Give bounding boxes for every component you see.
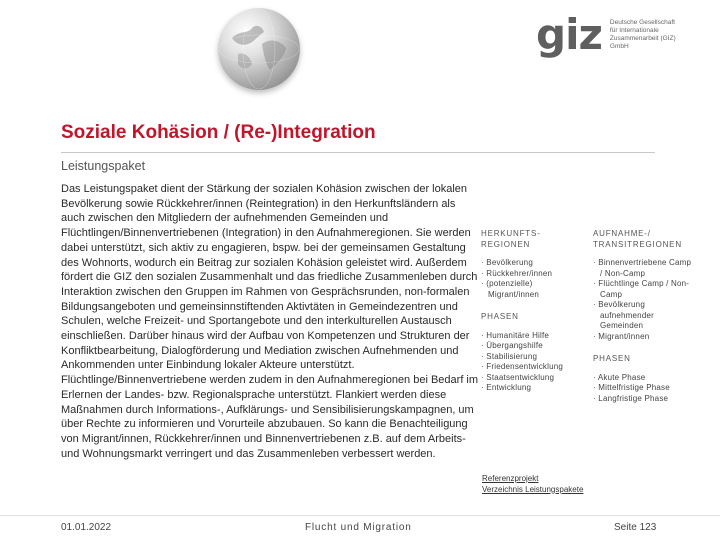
origin-regions-heading: HERKUNFTS-REGIONEN xyxy=(481,229,541,249)
slide-title: Soziale Kohäsion / (Re-)Integration xyxy=(61,122,376,143)
footer-page-number: Seite 123 xyxy=(614,522,657,533)
title-divider xyxy=(61,152,655,153)
list-item: · Staatsentwicklung xyxy=(481,372,555,382)
logo-line: Zusammenarbeit (GIZ) GmbH xyxy=(609,35,676,50)
list-item: · Rückkehrer/innen xyxy=(481,268,553,278)
logo-line: Deutsche Gesellschaft xyxy=(609,19,675,26)
globe-icon xyxy=(218,8,300,90)
logo-mark: giz xyxy=(536,10,602,59)
list-item: · Übergangshilfe xyxy=(481,341,543,350)
list-item: · Humanitäre Hilfe xyxy=(481,330,550,340)
list-item: · (potenzielle) Migrant/innen xyxy=(481,279,540,299)
list-item: · Flüchtlinge Camp / Non-Camp xyxy=(593,279,690,299)
logo-line: für Internationale xyxy=(609,27,659,34)
origin-phases-list xyxy=(481,331,581,394)
list-item: · Migrant/innen xyxy=(593,331,650,341)
giz-logo xyxy=(536,10,682,59)
list-item: · Bevölkerung xyxy=(481,258,533,267)
origin-target-groups xyxy=(481,258,581,300)
service-packages-index-link[interactable]: Verzeichnis Leistungspakete xyxy=(482,484,584,494)
list-item: · Stabilisierung xyxy=(481,351,538,361)
sidebar-links xyxy=(482,474,583,495)
footer-divider xyxy=(0,515,720,516)
list-item: · Entwicklung xyxy=(481,383,532,392)
sidebar-host-regions xyxy=(593,229,693,416)
slide-subtitle: Leistungspaket xyxy=(61,159,146,173)
logo-subtitle xyxy=(610,19,682,51)
origin-phases-heading: PHASEN xyxy=(481,312,519,321)
footer-date: 01.01.2022 xyxy=(61,522,112,533)
list-item: · Friedensentwicklung xyxy=(481,362,564,371)
reference-project-link[interactable]: Referenzprojekt xyxy=(482,474,539,483)
list-item: · Bevölkerung aufnehmender Gemeinden xyxy=(593,300,654,330)
host-regions-heading: AUFNAHME-/ TRANSITREGIONEN xyxy=(593,229,682,249)
sidebar-origin-regions xyxy=(481,229,581,406)
list-item: · Langfristige Phase xyxy=(593,393,669,403)
host-phases-heading: PHASEN xyxy=(593,354,631,363)
list-item: · Binnenvertriebene Camp / Non-Camp xyxy=(593,258,692,278)
globe-image xyxy=(218,8,300,90)
list-item: · Akute Phase xyxy=(593,372,646,382)
host-target-groups xyxy=(593,258,693,342)
host-phases-list xyxy=(593,373,693,405)
footer-topic: Flucht und Migration xyxy=(305,522,412,533)
list-item: · Mittelfristige Phase xyxy=(593,383,670,392)
body-paragraph: Das Leistungspaket dient der Stärkung der sozialen Kohäsion zwischen der lokalen Bevölkerung sowie Rückkehrer/innen (Reintegration) in den Herkunftsländern als auch zwischen den Mitgliedern der aufnehmenden Gemeinden und Flüchtlingen/Binnenvertriebenen (Integration) in den Aufnahmeregionen. Sie werden dabei unterstützt, sich aktiv zu engagieren, bspw. bei der gemeinsamen Gestaltung des Wohnorts, wodurch ein Beitrag zur sozialen Kohäsion geleistet wird. Außerdem fördert die GIZ den sozialen Zusammenhalt und das friedliche Zusammenleben durch Interaktion zwischen den Gruppen im Rahmen von Gesprächsrunden, non-formalen Bildungsangeboten und gemeinsinnstiftenden Aktivtäten in Gemeindezentren und Schulen, welche Freizeit- und Sportangebote und den interkulturellen Austausch einschließen. Darüber hinaus wird der Aufbau von Kompetenzen und Strukturen der Konfliktbearbeitung, Dialogförderung und Mediation zwischen Aufnehmenden und Ankommenden unter Einbindung lokaler Akteure unterstützt. Flüchtlinge/Binnenvertriebene werden zudem in den Aufnahmeregionen bei Bedarf im Erlernen der Landes- bzw. Regionalsprache unterstützt. Flankiert werden diese Maßnahmen durch Informations-, Aufklärungs- und Sensibilisierungskampagnen, um über Rechte zu informieren und Vorurteile abzubauen. So kann die Benachteiligung von Migrant/innen, Rückkehrer/innen und Binnenvertriebenen z.B. auf dem Arbeits- und Wohnungsmarkt verringert und das Zusammenleben verbessert werden. xyxy=(61,183,479,460)
